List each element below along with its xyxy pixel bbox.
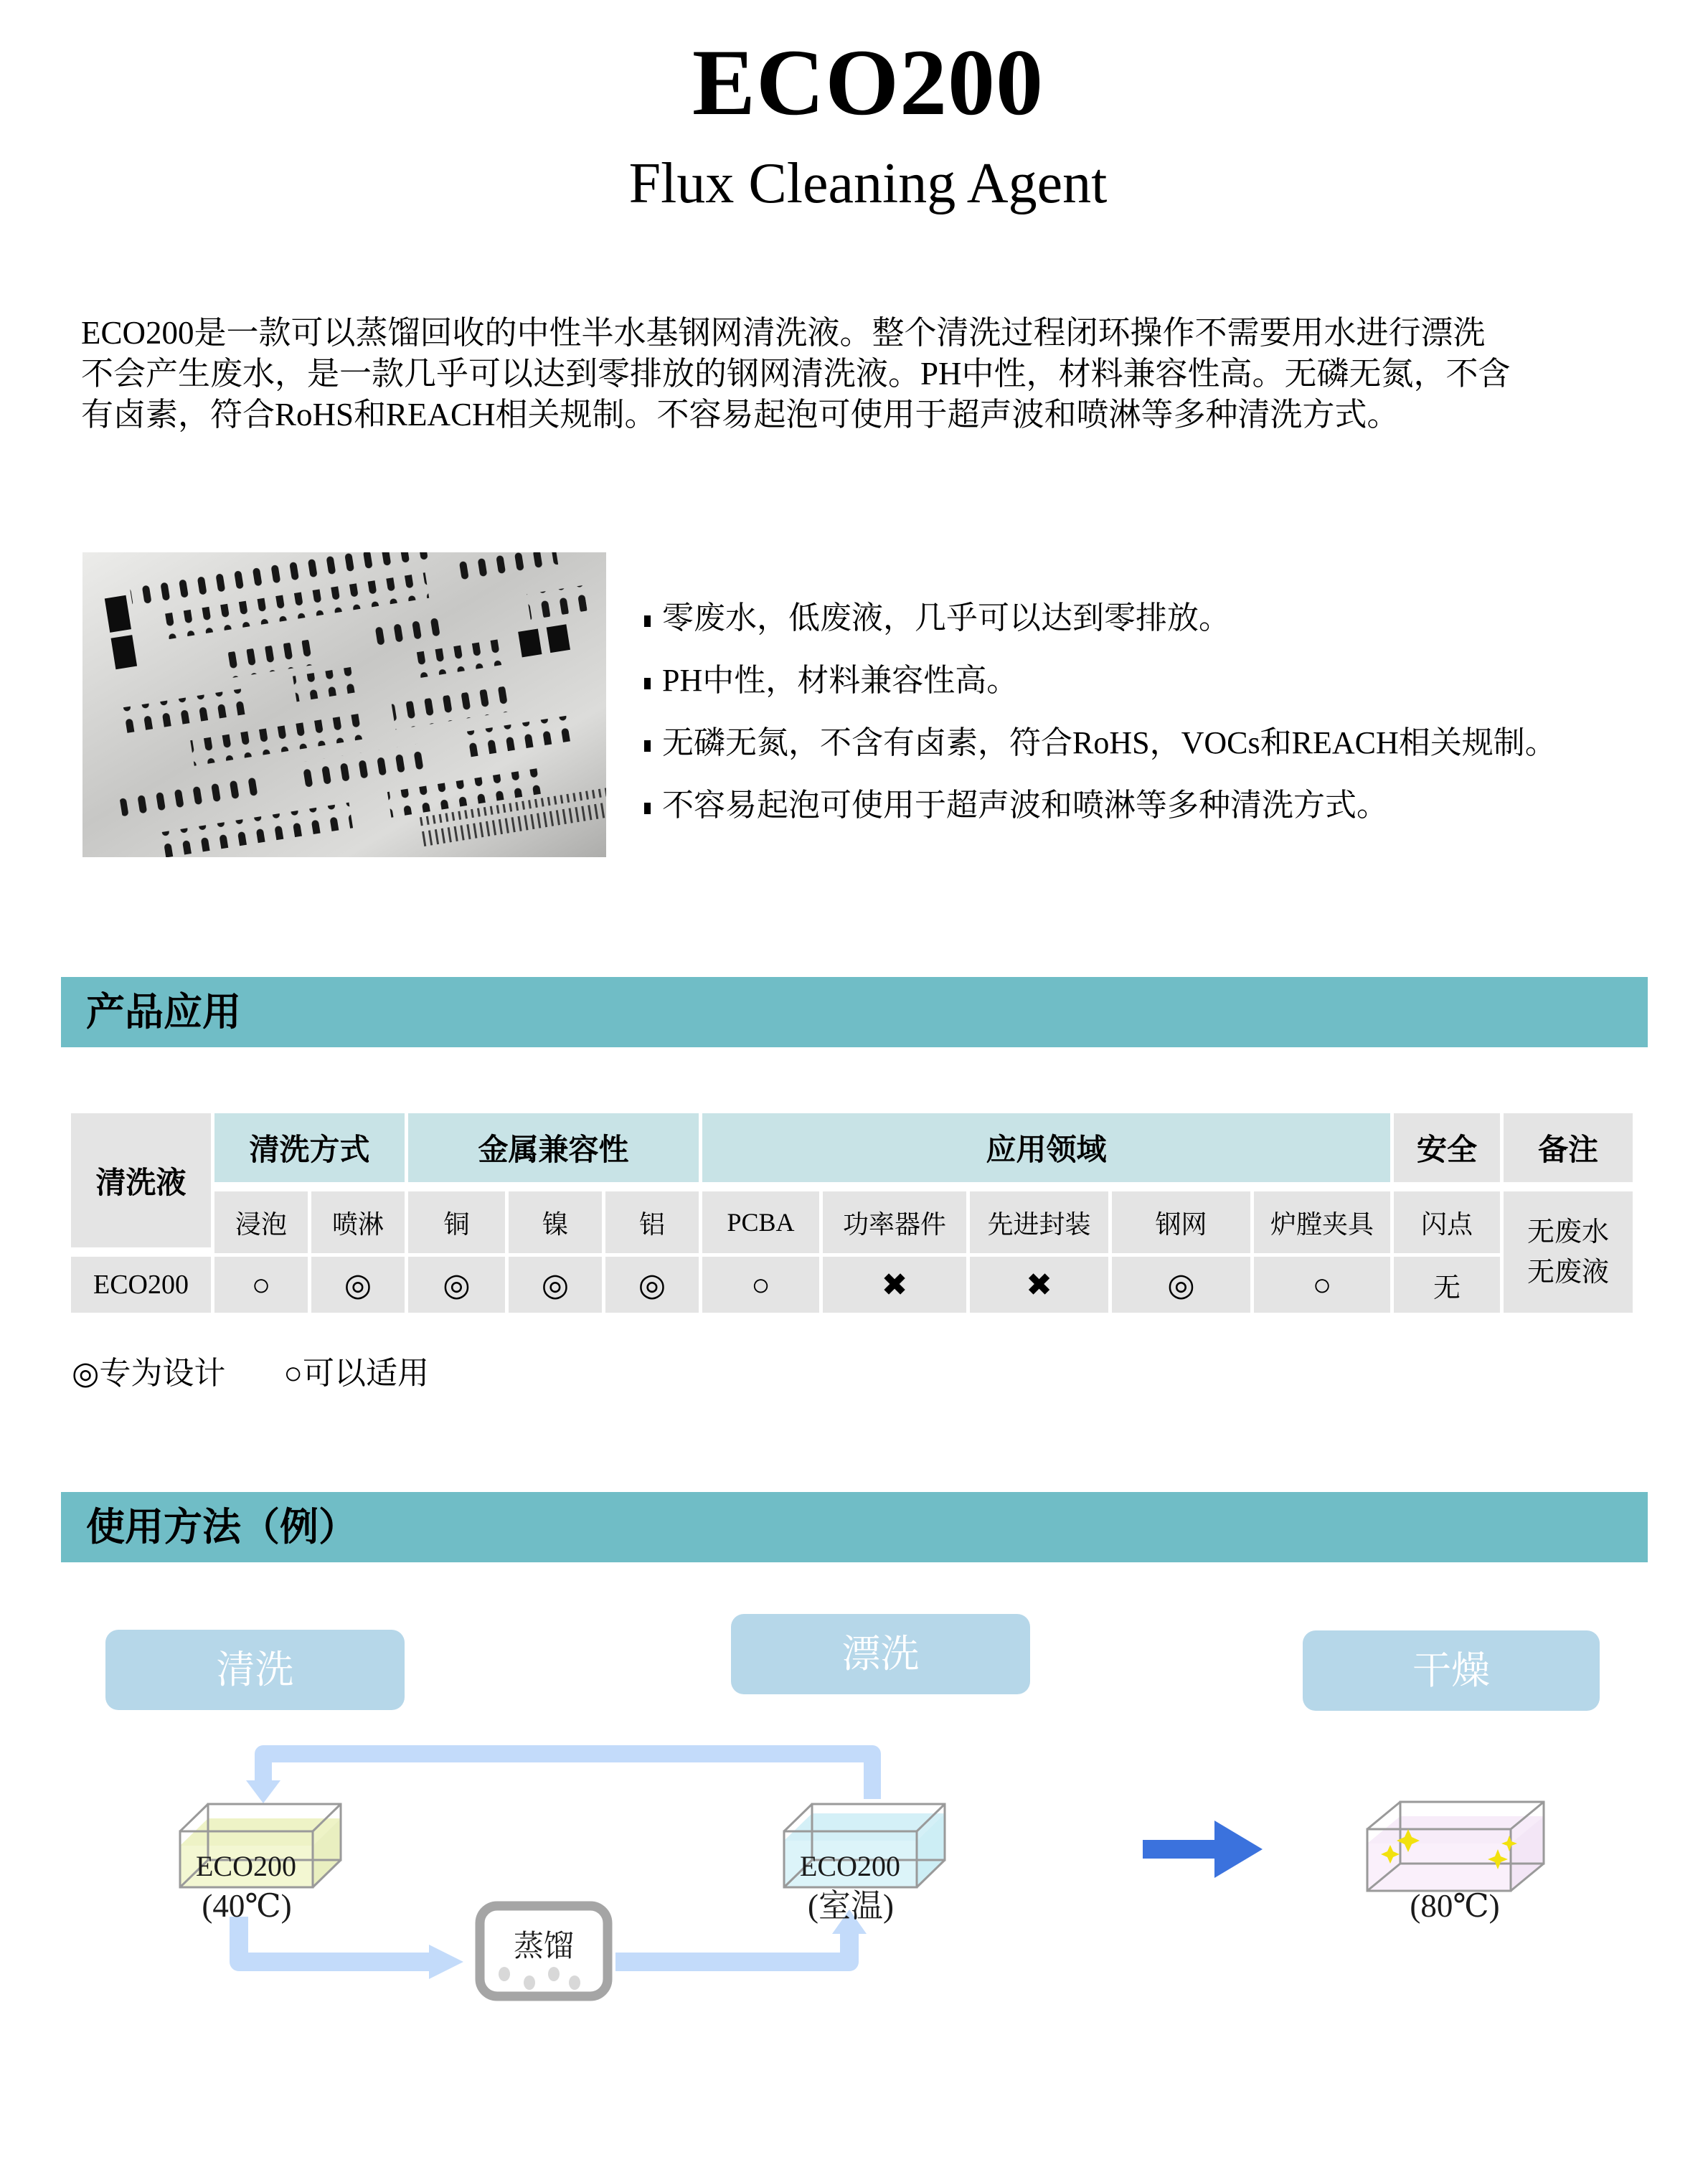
section-title: 产品应用	[86, 991, 241, 1034]
distillation-unit	[480, 1906, 608, 1996]
section-title: 使用方法（例）	[86, 1506, 357, 1549]
value-copper: ◎	[408, 1257, 505, 1313]
distillation-label: 蒸馏	[513, 1930, 575, 1963]
legend-applicable: ○可以适用	[283, 1356, 429, 1391]
recycle-pipe	[246, 1754, 872, 1803]
stencil-photo-art	[82, 552, 606, 857]
col-header-cleaner: 清洗液	[71, 1113, 211, 1253]
remark-line: 无废液	[1527, 1257, 1609, 1288]
value-pcba: ○	[702, 1257, 819, 1313]
value-fixture: ○	[1254, 1257, 1390, 1313]
feature-item: 零废水，低废液，几乎可以达到零排放。	[644, 603, 1706, 634]
col-group-application-field: 应用领域	[702, 1113, 1390, 1188]
row-product-name: ECO200	[71, 1257, 211, 1313]
feature-list	[644, 600, 1706, 852]
value-advanced-packaging: ✖	[970, 1257, 1108, 1313]
rinse-tank-label: ECO200	[800, 1850, 900, 1882]
section-header-product-application	[61, 977, 1648, 1047]
wash-tank-label: ECO200	[196, 1850, 296, 1882]
table-legend	[72, 1347, 479, 1393]
feature-item: 不容易起泡可使用于超声波和喷淋等多种清洗方式。	[644, 790, 1706, 821]
process-step-wash: 清洗	[105, 1630, 405, 1710]
feature-item: 无磷无氮，不含有卤素，符合RoHS，VOCs和REACH相关规制。	[644, 727, 1706, 759]
process-step-rinse: 漂洗	[731, 1614, 1030, 1694]
intro-line: 不会产生废水，是一款几乎可以达到零排放的钢网清洗液。PH中性，材料兼容性高。无磷无氮，不含	[81, 356, 1511, 392]
col-group-metal-compatibility: 金属兼容性	[408, 1113, 699, 1188]
col-group-cleaning-method: 清洗方式	[214, 1113, 405, 1188]
remark-line: 无废水	[1527, 1217, 1609, 1247]
col-header-pcba: PCBA	[702, 1191, 819, 1253]
rinse-tank-temp: (室温)	[808, 1888, 894, 1924]
process-flow-diagram	[0, 1722, 1708, 2167]
col-header-stencil: 钢网	[1112, 1191, 1250, 1253]
section-header-usage-method	[61, 1492, 1648, 1562]
page-subtitle: Flux Cleaning Agent	[628, 152, 1108, 215]
pipe-arrowhead-right-icon	[429, 1945, 463, 1979]
stencil-photo	[82, 552, 606, 857]
col-header-soak: 浸泡	[214, 1191, 308, 1253]
col-header-power-device: 功率器件	[823, 1191, 966, 1253]
transfer-arrow-icon	[1143, 1821, 1263, 1878]
intro-line: ECO200是一款可以蒸馏回收的中性半水基钢网清洗液。整个清洗过程闭环操作不需要用水进行漂洗	[81, 315, 1486, 351]
value-soak: ○	[214, 1257, 308, 1313]
wash-tank	[180, 1804, 341, 1924]
value-nickel: ◎	[509, 1257, 602, 1313]
value-stencil: ◎	[1112, 1257, 1250, 1313]
intro-line: 有卤素，符合RoHS和REACH相关规制。不容易起泡可使用于超声波和喷淋等多种清洗方式。	[81, 397, 1400, 433]
col-header-aluminum: 铝	[605, 1191, 699, 1253]
feature-item: PH中性，材料兼容性高。	[644, 665, 1706, 697]
col-group-safety: 安全	[1394, 1113, 1500, 1188]
value-flash-point: 无	[1394, 1257, 1500, 1313]
col-header-advanced-packaging: 先进封装	[970, 1191, 1108, 1253]
pipe-arrowhead-down-icon	[246, 1780, 280, 1803]
application-table	[67, 1110, 1636, 1316]
process-step-dry: 干燥	[1303, 1630, 1600, 1711]
remark-value	[1504, 1191, 1633, 1313]
value-aluminum: ◎	[605, 1257, 699, 1313]
dry-tank	[1367, 1802, 1544, 1924]
col-header-copper: 铜	[408, 1191, 505, 1253]
wash-to-distill-pipe	[239, 1917, 463, 1979]
col-header-fixture: 炉膛夹具	[1254, 1191, 1390, 1253]
col-header-flash-point: 闪点	[1394, 1191, 1500, 1253]
legend-designed: ◎专为设计	[72, 1356, 226, 1391]
page-title: ECO200	[692, 29, 1044, 135]
intro-paragraph	[81, 313, 1659, 435]
wash-tank-temp: (40℃)	[202, 1888, 292, 1924]
rinse-tank	[784, 1804, 945, 1924]
col-header-nickel: 镍	[509, 1191, 602, 1253]
value-power-device: ✖	[823, 1257, 966, 1313]
col-header-spray: 喷淋	[311, 1191, 405, 1253]
value-spray: ◎	[311, 1257, 405, 1313]
col-group-remark: 备注	[1504, 1113, 1633, 1188]
dry-tank-temp: (80℃)	[1410, 1888, 1500, 1924]
